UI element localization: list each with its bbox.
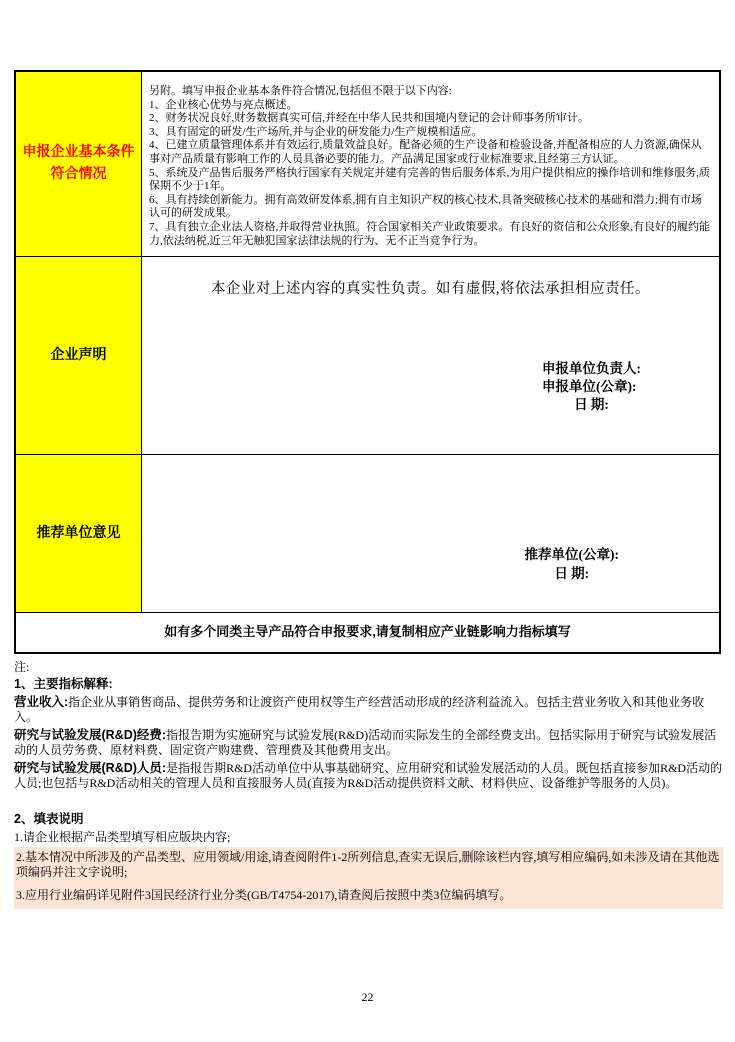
- declaration-label: 企业声明: [16, 257, 142, 454]
- sign-line-responsible-person: 申报单位负责人:: [542, 361, 641, 376]
- fill-instruction-highlight-block: [14, 847, 723, 909]
- table-row-recommendation: [16, 454, 719, 612]
- condition-item: 6、具有持续创新能力。拥有高效研发体系,拥有自主知识产权的核心技术,具备突破核心技术的基础和潜力;拥有市场认可的研发成果。: [149, 193, 703, 220]
- basic-conditions-content: [142, 72, 719, 256]
- definition-text: 是指报告期R&D活动单位中从事基础研究、应用研究和试验发展活动的人员。既包括直接参加R&D活动的人员;也包括与R&D活动相关的管理人员和直接服务人员(直接为R&D活动提供资料文献、材料供应、设备维护等服务的人员)。: [14, 761, 723, 790]
- definition-rd-expense: [14, 728, 723, 757]
- sign-line-date: 日 期:: [554, 566, 590, 581]
- notes-section: [14, 660, 723, 909]
- recommendation-content: [142, 455, 719, 612]
- sign-line-recommend-seal: 推荐单位(公章):: [524, 547, 619, 562]
- condition-item: 4、已建立质量管理体系并有效运行,质量效益良好。配备必须的生产设备和检验设备,并配备相应的人力资源,确保从事对产品质量有影响工作的人员具备必要的能力。产品满足国家或行业标准要求,且经第三方认证。: [149, 139, 702, 165]
- fill-instruction-1: 1.请企业根据产品类型填写相应版块内容;: [14, 829, 231, 844]
- definition-lead: 研究与试验发展(R&D)经费:: [14, 728, 167, 742]
- declaration-signature-block: [542, 360, 641, 414]
- declaration-content: [142, 257, 719, 454]
- definition-revenue: [14, 695, 723, 724]
- condition-item: 3、具有固定的研发/生产场所,并与企业的研发能力/生产规模相适应。: [149, 125, 483, 138]
- recommendation-signature-block: [525, 545, 620, 583]
- condition-item: 1、企业核心优势与亮点概述。: [149, 98, 298, 111]
- condition-item: 7、具有独立企业法人资格,并取得营业执照。符合国家相关产业政策要求。有良好的资信和公众形象,有良好的履约能力,依法纳税,近三年无触犯国家法律法规的行为、无不正当竞争行为。: [149, 220, 710, 247]
- definition-text: 指报告期为实施研究与试验发展(R&D)活动而实际发生的全部经费支出。包括实际用于研究与试验发展活动的人员劳务费、原材料费、固定资产购建费、管理费及其他费用支出。: [14, 728, 717, 757]
- condition-item: 2、财务状况良好,财务数据真实可信,并经在中华人民共和国境内登记的会计师事务所审计。: [149, 112, 589, 125]
- definition-lead: 营业收入:: [14, 695, 69, 709]
- condition-item: 5、系统及产品售后服务严格执行国家有关规定并建有完善的售后服务体系,为用户提供相应的操作培训和维修服务,质保期不少于1年。: [149, 166, 710, 193]
- declaration-statement: 本企业对上述内容的真实性负责。如有虚假,将依法承担相应责任。: [210, 281, 651, 297]
- sign-line-unit-seal: 申报单位(公章):: [542, 379, 637, 394]
- application-table: [14, 70, 721, 654]
- table-row-declaration: [16, 256, 719, 454]
- basic-conditions-intro: 另附。填写申报企业基本条件符合情况,包括但不限于以下内容:: [149, 85, 452, 97]
- notes-label: 注:: [14, 660, 30, 674]
- notes-section1-title: 1、主要指标解释:: [14, 676, 113, 691]
- basic-conditions-label: 申报企业基本条件符合情况: [16, 72, 142, 256]
- notes-section2-title: 2、填表说明: [14, 812, 84, 826]
- fill-instruction-2: 2.基本情况中所涉及的产品类型、应用领域/用途,请查阅附件1-2所列信息,查实无误后,删除该栏内容,填写相应编码,如未涉及请在其他选项编码并注文字说明;: [16, 850, 720, 879]
- sign-line-date: 日 期:: [574, 397, 609, 412]
- recommendation-label: 推荐单位意见: [16, 455, 142, 612]
- page-number: 22: [361, 990, 374, 1004]
- fill-instruction-3: 3.应用行业编码详见附件3国民经济行业分类(GB/T4754-2017),请查阅后按照中类3位编码填写。: [16, 888, 512, 902]
- table-footer-note: 如有多个同类主导产品符合申报要求,请复制相应产业链影响力指标填写: [16, 612, 719, 652]
- table-row-basic-conditions: [16, 72, 719, 256]
- definition-rd-personnel: [14, 761, 723, 790]
- definition-lead: 研究与试验发展(R&D)人员:: [14, 761, 167, 775]
- definition-text: 指企业从事销售商品、提供劳务和让渡资产使用权等生产经营活动形成的经济利益流入。包括主营业务收入和其他业务收入。: [14, 695, 705, 724]
